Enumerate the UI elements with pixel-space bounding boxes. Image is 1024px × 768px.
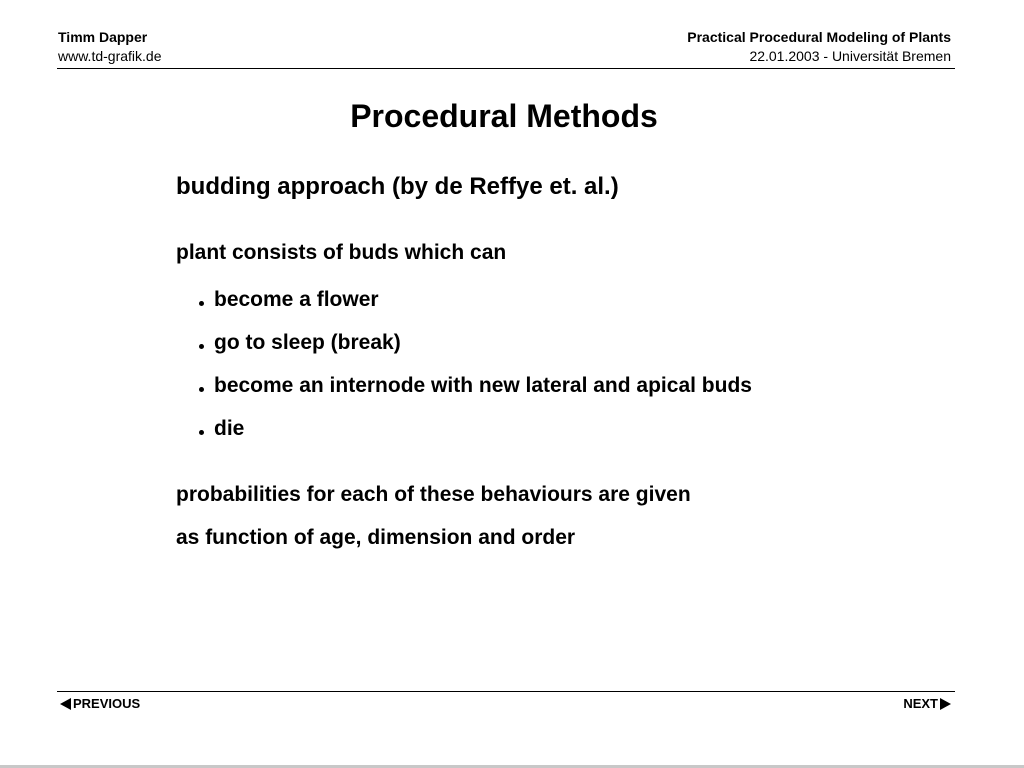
triangle-left-icon (60, 698, 71, 710)
bullet-icon (199, 430, 204, 435)
previous-label: PREVIOUS (73, 696, 141, 711)
bullet-item (199, 417, 244, 441)
website-link[interactable]: www.td-grafik.de (58, 48, 162, 64)
talk-title: Practical Procedural Modeling of Plants (687, 29, 951, 45)
bullet-icon (199, 344, 204, 349)
bullet-icon (199, 387, 204, 392)
slide-subheading: budding approach (by de Reffye et. al.) (176, 173, 619, 200)
author-name: Timm Dapper (58, 29, 148, 45)
header-right (687, 28, 951, 66)
slide-title: Procedural Methods (350, 98, 658, 134)
next-button[interactable] (903, 696, 951, 711)
closing-line: as function of age, dimension and order (176, 526, 576, 549)
footer-divider (57, 691, 955, 692)
next-label: NEXT (903, 696, 938, 711)
triangle-right-icon (940, 698, 951, 710)
bullet-item (199, 331, 401, 355)
header-divider (57, 68, 955, 69)
header-left (58, 28, 161, 66)
previous-button[interactable] (60, 696, 140, 711)
date-venue: 22.01.2003 - Universität Bremen (749, 48, 951, 64)
bullet-text: become an internode with new lateral and apical buds (214, 374, 752, 397)
bullet-icon (199, 301, 204, 306)
bullet-text: die (214, 417, 245, 440)
closing-line: probabilities for each of these behaviours are given (176, 483, 691, 506)
bullet-text: go to sleep (break) (214, 331, 401, 354)
bullet-item (199, 374, 752, 398)
bullet-item (199, 288, 379, 312)
bullet-text: become a flower (214, 288, 379, 311)
slide-intro: plant consists of buds which can (176, 241, 507, 264)
